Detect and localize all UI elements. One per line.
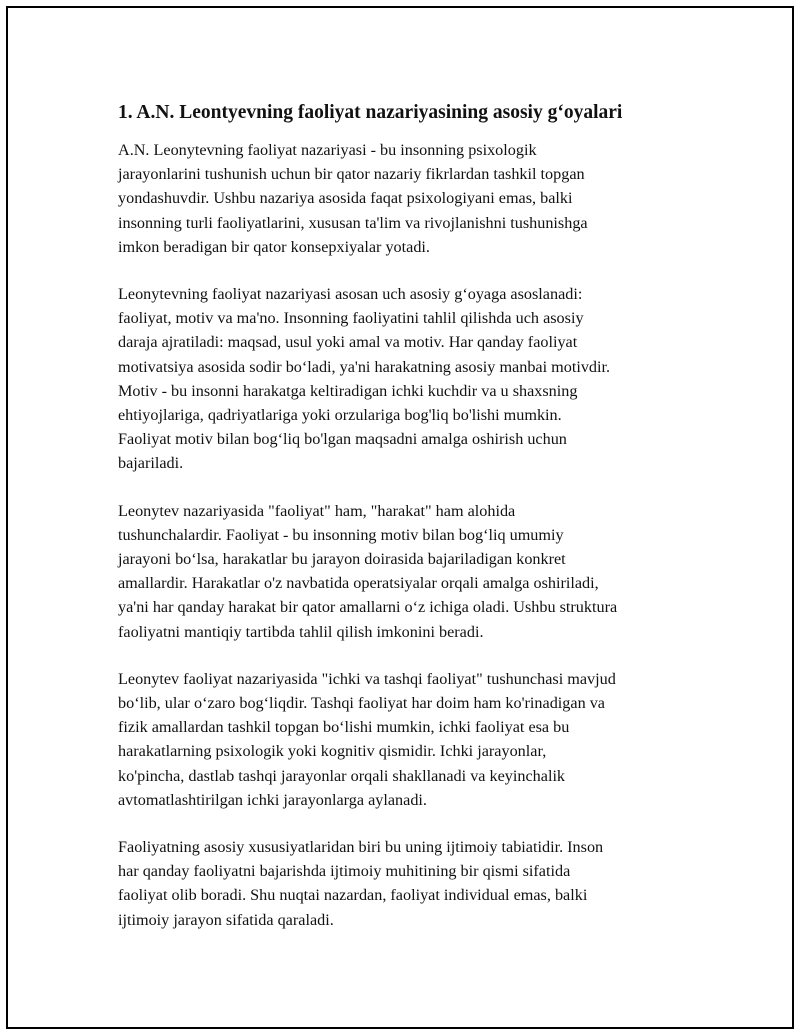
paragraph-line: jarayonlarini tushunish uchun bir qator nazariy fikrlardan tashkil topgan	[118, 165, 585, 184]
paragraph-line: har qanday faoliyatni bajarishda ijtimoiy muhitining bir qismi sifatida	[118, 862, 571, 881]
paragraph-line: Leonytev nazariyasida "faoliyat" ham, "harakat" ham alohida	[118, 501, 516, 520]
paragraph-line: Leonytev faoliyat nazariyasida "ichki va tashqi faoliyat" tushunchasi mavjud	[118, 669, 616, 688]
paragraph-line: insonning turli faoliyatlarini, xususan ta'lim va rivojlanishni tushunishga	[118, 213, 588, 232]
paragraph-line: Leonytevning faoliyat nazariyasi asosan uch asosiy g‘oyaga asoslanadi:	[118, 285, 583, 304]
paragraph-line: jarayoni bo‘lsa, harakatlar bu jarayon doirasida bajariladigan konkret	[118, 550, 566, 569]
paragraph-line: Faoliyat motiv bilan bog‘liq bo'lgan maqsadni amalga oshirish uchun	[118, 430, 567, 449]
paragraph-line: bajariladi.	[118, 454, 184, 473]
paragraph-line: ehtiyojlariga, qadriyatlariga yoki orzulariga bog'liq bo'lishi mumkin.	[118, 406, 562, 425]
paragraph-line: avtomatlashtirilgan ichki jarayonlarga aylanadi.	[118, 790, 427, 809]
paragraph-line: Motiv - bu insonni harakatga keltiradigan ichki kuchdir va u shaxsning	[118, 381, 578, 400]
paragraph	[118, 667, 688, 812]
paragraph-line: faoliyat olib boradi. Shu nuqtai nazardan, faoliyat individual emas, balki	[118, 886, 588, 905]
paragraph	[118, 282, 688, 476]
page-frame	[6, 6, 794, 1029]
paragraph-line: yondashuvdir. Ushbu nazariya asosida faqat psixologiyani emas, balki	[118, 189, 573, 208]
paragraph-line: amallardir. Harakatlar o'z navbatida operatsiyalar orqali amalga oshiriladi,	[118, 574, 599, 593]
paragraph-line: harakatlarning psixologik yoki kognitiv qismidir. Ichki jarayonlar,	[118, 742, 547, 761]
paragraph-line: imkon beradigan bir qator konsepxiyalar yotadi.	[118, 237, 430, 256]
paragraph-line: tushunchalardir. Faoliyat - bu insonning motiv bilan bog‘liq umumiy	[118, 525, 564, 544]
paragraph	[118, 499, 688, 644]
paragraph-line: A.N. Leonytevning faoliyat nazariyasi - bu insonning psixologik	[118, 141, 537, 159]
paragraph-list	[118, 138, 688, 932]
paragraph-line: motivatsiya asosida sodir bo‘ladi, ya'ni harakatning asosiy manbai motivdir.	[118, 357, 611, 376]
paragraph-line: faoliyat, motiv va ma'no. Insonning faoliyatini tahlil qilishda uch asosiy	[118, 309, 584, 328]
paragraph-line: faoliyatni mantiqiy tartibda tahlil qilish imkonini beradi.	[118, 622, 484, 641]
paragraph-line: fizik amallardan tashkil topgan bo‘lishi mumkin, ichki faoliyat esa bu	[118, 718, 570, 737]
paragraph	[118, 835, 688, 932]
paragraph-line: ijtimoiy jarayon sifatida qaraladi.	[118, 910, 334, 929]
document-title: 1. A.N. Leontyevning faoliyat nazariyasining asosiy g‘oyalari	[118, 102, 623, 123]
document-body	[118, 98, 688, 955]
paragraph-line: bo‘lib, ular o‘zaro bog‘liqdir. Tashqi faoliyat har doim ham ko'rinadigan va	[118, 694, 605, 713]
paragraph	[118, 138, 688, 259]
paragraph-line: Faoliyatning asosiy xususiyatlaridan biri bu uning ijtimoiy tabiatidir. Inson	[118, 838, 604, 857]
paragraph-line: ya'ni har qanday harakat bir qator amallarni o‘z ichiga oladi. Ushbu struktura	[118, 598, 618, 617]
paragraph-line: daraja ajratiladi: maqsad, usul yoki amal va motiv. Har qanday faoliyat	[118, 333, 578, 352]
paragraph-line: ko'pincha, dastlab tashqi jarayonlar orqali shakllanadi va keyinchalik	[118, 766, 566, 785]
